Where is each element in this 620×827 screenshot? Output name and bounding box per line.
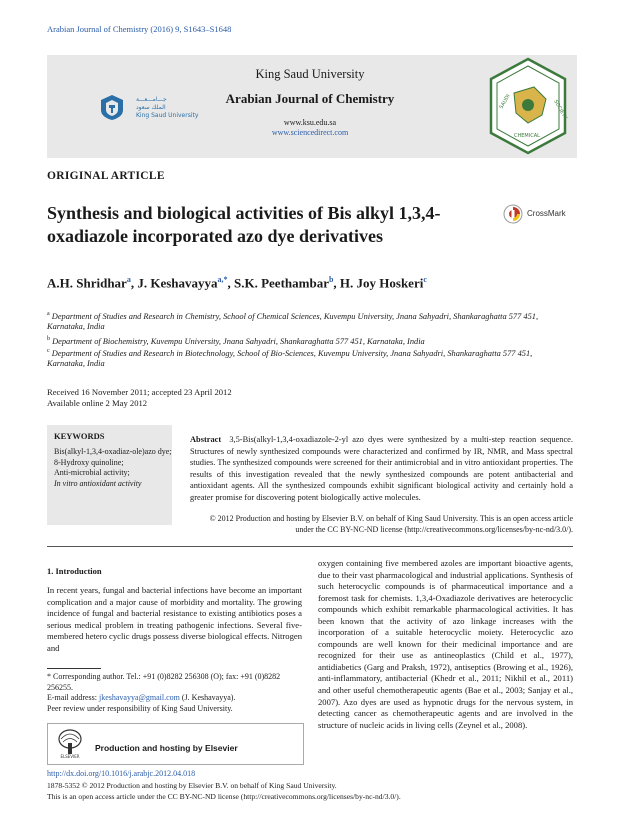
email-link[interactable]: jkeshavayya@gmail.com <box>98 693 180 702</box>
keyword-item: Bis(alkyl-1,3,4-oxadiaz-ole)azo dye; <box>54 447 172 456</box>
affiliation-mark: c <box>47 348 50 354</box>
keyword-item: 8-Hydroxy quinoline; <box>54 457 124 467</box>
elsevier-tree-logo <box>55 727 85 759</box>
keywords-list <box>54 447 172 489</box>
author-separator: , <box>333 275 340 291</box>
society-logo-word-society: SOCIETY <box>552 99 568 121</box>
abstract-label: Abstract <box>190 435 222 444</box>
footnote-rule <box>47 668 101 669</box>
issn-copyright-line: 1878-5352 © 2012 Production and hosting by Elsevier B.V. on behalf of King Saud University. <box>47 781 337 790</box>
author-separator: , <box>130 275 138 291</box>
logo-english-line: King Saud University <box>136 112 199 119</box>
footnotes <box>47 672 302 714</box>
author-name: J. Keshavayya <box>137 275 218 291</box>
corresponding-author-note: * Corresponding author. Tel.: +91 (0)8282 256308 (O); fax: +91 (0)8282 256255. <box>47 672 281 692</box>
section-heading-introduction: 1. Introduction <box>47 566 102 576</box>
author-separator: , <box>227 275 234 291</box>
keyword-item: Anti-microbial activity; <box>54 468 130 477</box>
journal-reference[interactable]: Arabian Journal of Chemistry (2016) 9, S1643–S1648 <box>47 24 232 34</box>
author-affiliation-mark[interactable]: a,* <box>217 275 228 284</box>
available-online-date: Available online 2 May 2012 <box>47 398 148 408</box>
affiliation-text: Department of Studies and Research in Chemistry, School of Chemical Sciences, Kuvempu University, Jnana Sahyadri, Shankaraghatta 577 451, Karnataka, India <box>47 311 539 332</box>
crossmark-label[interactable]: CrossMark <box>527 209 566 218</box>
ksu-url[interactable]: www.ksu.edu.sa <box>283 118 337 127</box>
keywords-heading: KEYWORDS <box>54 431 105 441</box>
section-divider <box>47 546 573 547</box>
doi-link[interactable]: http://dx.doi.org/10.1016/j.arabjc.2012.04.018 <box>47 769 196 778</box>
crossmark-icon[interactable] <box>503 204 523 224</box>
author-affiliation-mark[interactable]: c <box>423 275 427 284</box>
society-logo-word-saudi: SAUDI <box>498 93 512 110</box>
society-logo-word-chemical: CHEMICAL <box>514 133 540 139</box>
author-name: H. Joy Hoskeri <box>339 275 424 291</box>
author-name: S.K. Peethambar <box>234 275 329 291</box>
publisher-name: King Saud University <box>255 67 365 81</box>
abstract-text: 3,5-Bis(alkyl-1,3,4-oxadiazole-2-yl azo dyes were synthesized by a multi-step reaction sequence. Structures of newly synthesized compounds were characterized and confirmed by IR, NMR, and Mass spectral studies. The synthesized compounds were screened for their antimicrobial and in vitro antioxidant properties. The results of this investigation revealed that the newly synthesized compounds are potent antibacterial and antioxidant agents. All the synthesized compounds exhibit significant biological activity and certainly hold a greater promise for discovering potent biologically active molecules. <box>190 435 573 502</box>
intro-paragraph-left: In recent years, fungal and bacterial infections have become an important complication and a major cause of morbidity and mortality. The growing incidence of fungal and bacterial resistance to existing antibiotics poses a serious medical problem in treating pathogenic infections. Several five-membered hetero cyclic drugs possess diverse biological effects. Nitrogen and <box>47 585 302 653</box>
peer-review-note: Peer review under responsibility of King Saud University. <box>47 703 233 713</box>
saudi-chemical-society-logo <box>488 57 568 155</box>
article-title: Synthesis and biological activities of Bis alkyl 1,3,4-oxadiazole incorporated azo dye derivatives <box>47 203 441 246</box>
affiliation-text: Department of Biochemistry, Kuvempu University, Jnana Sahyadri, Shankaraghatta 577 451, Karnataka, India <box>52 336 425 346</box>
open-access-line: This is an open access article under the CC BY-NC-ND license (http://creativecommons.org/licenses/by-nc-nd/3.0/). <box>47 792 401 801</box>
received-accepted-dates: Received 16 November 2011; accepted 23 April 2012 <box>47 387 232 397</box>
logo-arabic-line-2: الملك سعود <box>136 104 166 111</box>
abstract-license: © 2012 Production and hosting by Elsevier B.V. on behalf of King Saud University. This is an open access article under the CC BY-NC-ND license (http://creativecommons.org/licenses/by-nc-nd/3.0/). <box>209 514 573 534</box>
author-list <box>47 275 427 291</box>
author-affiliation-mark[interactable]: a <box>126 275 131 284</box>
author-affiliation-mark[interactable]: b <box>328 275 334 284</box>
affiliation-mark: a <box>47 311 50 317</box>
affiliation-a <box>47 309 572 333</box>
intro-paragraph-right: oxygen containing five membered azoles are important bioactive agents, due to their vast pharmacological and industrial applications. Synthesis of such heterocyclic compounds is of pharmaceutical importance and a foremost task for chemists. 1,3,4-Oxadiazole derivatives are heterocyclic compounds which exhibit remarkable pharmacological activities. It has been known that the activity of azo linkage increases with the incorporation of a suitable heterocyclic moiety. Heterocyclic azo compounds are well known for their medicinal importance and are recognized for their use as antineoplastics (Child et al., 1977), antidiabetics (Garg and Praksh, 1972), antiseptics (Browing et al., 1926), anti-inflammatory, antibacterial (Khedr et al., 2011; Nikhil et al., 2011) and other useful chemotherapeutic agents (Bae et al., 2003; Sanjay et al., 2007). Azo dyes are used as hypnotic drugs for the nervous system, in detecting cancer as chemotherapeutic agents and are involved in the structure of nucleic acids in living cells (Zeynel et al., 2008). <box>318 558 573 730</box>
sciencedirect-url[interactable]: www.sciencedirect.com <box>271 128 349 137</box>
affiliation-text: Department of Studies and Research in Biotechnology, School of Bio-Sciences, Kuvempu University, Jnana Sahyadri, Shankaraghatta 577 451, Karnataka, India <box>47 348 533 369</box>
journal-name: Arabian Journal of Chemistry <box>225 91 395 106</box>
affiliation-c <box>47 346 572 370</box>
affiliation-mark: b <box>47 336 50 342</box>
keyword-item: In vitro antioxidant activity <box>54 478 142 488</box>
elsevier-logo-word: ELSEVIER <box>60 754 80 759</box>
email-label: E-mail address: <box>47 693 99 702</box>
elsevier-hosting-text: Production and hosting by Elsevier <box>95 743 238 753</box>
logo-arabic-line-1: جـــامـــعـــة <box>136 96 167 103</box>
email-note <box>47 693 302 704</box>
email-suffix: (J. Keshavayya). <box>179 693 236 702</box>
article-type: ORIGINAL ARTICLE <box>47 170 165 182</box>
author-name: A.H. Shridhar <box>47 275 127 291</box>
abstract <box>190 434 573 503</box>
